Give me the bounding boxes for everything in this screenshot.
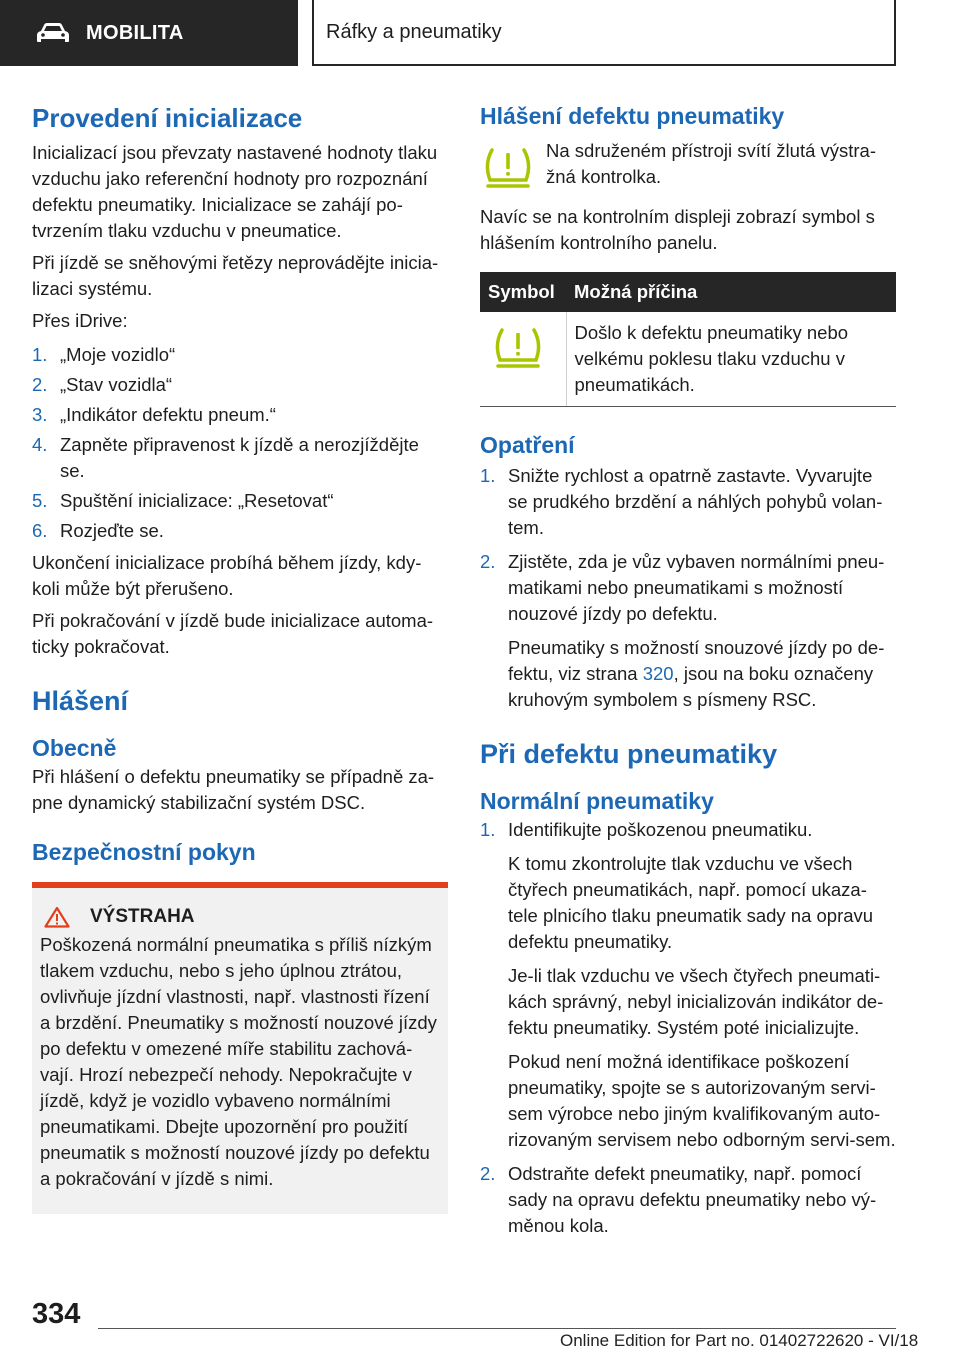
pri-defektu-heading: Při defektu pneumatiky (480, 739, 778, 769)
obecne-heading: Obecně (32, 735, 117, 761)
init-paragraph-3: Přes iDrive: (32, 310, 128, 331)
table-header-cause: Možná příčina (566, 272, 896, 312)
tire-pressure-warning-icon (480, 144, 536, 190)
car-icon (36, 22, 70, 44)
list-item: 6. Rozjeďte se. (32, 520, 164, 541)
footer-edition: Online Edition for Part no. 01402722620 - VI/18 (560, 1331, 919, 1350)
chapter-title: Ráfky a pneumatiky (312, 0, 896, 66)
init-paragraph-2: Při jízdě se sněhovými řetězy neprovádějte inicia-lizaci systému. (32, 252, 439, 299)
measures-sub-paragraph: Pneumatiky s možností snouzové jízdy po de-fektu, viz strana 320, jsou na boku označeny kruhovým symbolem s písmeny RSC. (508, 637, 885, 710)
lamp-text: Na sdruženém přístroji svítí žlutá výstra-žná kontrolka. (546, 140, 877, 187)
list-item: 5. Spuštění inicializace: „Resetovat“ (32, 490, 334, 511)
init-steps (32, 342, 448, 544)
table-row (480, 312, 896, 407)
list-item: 1. „Moje vozidlo“ (32, 344, 176, 365)
left-column (32, 100, 448, 1214)
table-header-symbol: Symbol (480, 272, 566, 312)
obecne-paragraph: Při hlášení o defektu pneumatiky se případně za-pne dynamický stabilizační systém DSC. (32, 766, 435, 813)
table-cell-cause: Došlo k defektu pneumatiky nebo velkému poklesu tlaku vzduchu v pneumatikách. (566, 312, 896, 407)
page-link[interactable]: 320 (642, 663, 674, 684)
init-paragraph-1: Inicializací jsou převzaty nastavené hodnoty tlaku vzduchu jako referenční hodnoty pro rozpoznání defektu pneumatiky. Inicializace se zahájí po-tvrzením tlaku vzduchu v pneumatice. (32, 142, 438, 241)
right-column (480, 100, 896, 1239)
defect-heading: Hlášení defektu pneumatiky (480, 103, 785, 129)
list-item: 2. Odstraňte defekt pneumatiky, např. pomocí sady na opravu defektu pneumatiky nebo vý-měnou kola. (480, 1163, 877, 1236)
symbol-table (480, 272, 896, 407)
section-title: MOBILITA (86, 21, 184, 44)
normalni-heading: Normální pneumatiky (480, 788, 714, 814)
list-item: 1. Snižte rychlost a opatrně zastavte. Vyvarujte se prudkého brzdění a náhlých pohybů volan-tem. (480, 465, 883, 538)
lamp-block (480, 138, 896, 190)
warning-triangle-icon (44, 906, 70, 928)
list-item: 2. Zjistěte, zda je vůz vybaven normálními pneu-matikami nebo pneumatikami s možností nouzové jízdy po defektu. Pneumatiky s možností snouzové jízdy po de-fektu, viz strana 320, jsou na boku označeny kruhovým symbolem s písmeny RSC. (480, 549, 896, 713)
hlaseni-heading: Hlášení (32, 686, 129, 716)
warning-box (32, 882, 448, 1214)
warning-text: Poškozená normální pneumatika s příliš nízkým tlakem vzduchu, nebo s jeho úplnou ztrátou, ovlivňuje jízdní vlastnosti, např. vlastnosti řízení a brzdění. Pneumatiky s možností nouzové jízdy po defektu v omezené míře stabilitu zachová-vají. Hrozí nebezpečí nehody. Nepokračujte v jízdě, když je vozidlo vybaveno normálními pneumatikami. Dbejte upozornění pro použití pneumatik s možností nouzové jízdy po defektu a pokračování v jízdě s nimi. (40, 934, 437, 1189)
normal-sub-3: Pokud není možná identifikace poškození pneumatiky, spojte se s autorizovaným servi-sem výrobce nebo jiným kvalifikovaným auto-rizovaným servisem nebo odborným servi-sem. (508, 1051, 896, 1150)
normal-steps (480, 817, 896, 1239)
list-item: 3. „Indikátor defektu pneum.“ (32, 404, 276, 425)
defect-paragraph: Navíc se na kontrolním displeji zobrazí symbol s hlášením kontrolního panelu. (480, 206, 875, 253)
page-header (0, 0, 960, 66)
warning-title: VÝSTRAHA (90, 906, 195, 927)
init-paragraph-5: Při pokračování v jízdě bude inicializace automa-ticky pokračovat. (32, 610, 434, 657)
measures-list (480, 463, 896, 713)
normal-sub-2: Je-li tlak vzduchu ve všech čtyřech pneumati-kách správný, nebyl inicializován indikátor de-fektu pneumatiky. Systém poté inicializujte. (508, 965, 884, 1038)
footer-divider (98, 1328, 896, 1329)
section-tab (0, 0, 298, 66)
safety-heading: Bezpečnostní pokyn (32, 839, 256, 865)
normal-sub-1: K tomu zkontrolujte tlak vzduchu ve všech čtyřech pneumatikách, např. pomocí ukaza-tele plnicího tlaku pneumatik sady na opravu defektu pneumatiky. (508, 853, 874, 952)
tire-pressure-icon (490, 324, 546, 370)
page-number: 334 (32, 1298, 81, 1330)
list-item: 1. Identifikujte poškozenou pneumatiku. K tomu zkontrolujte tlak vzduchu ve všech čtyřech pneumatikách, např. pomocí ukaza-tele plnicího tlaku pneumatik sady na opravu defektu pneumatiky. Je-li tlak vzduchu ve všech čtyřech pneumati-kách správný, nebyl inicializován indikátor de-fektu pneumatiky. Systém poté inicializujte. Pokud není možná identifikace poškození pneumatiky, spojte se s autorizovaným servi-sem výrobce nebo jiným kvalifikovaným auto-rizovaným servisem nebo odborným servi-sem. (480, 817, 896, 1153)
init-paragraph-4: Ukončení inicializace probíhá během jízdy, kdy-koli může být přerušeno. (32, 552, 422, 599)
measures-heading: Opatření (480, 432, 575, 458)
list-item: 2. „Stav vozidla“ (32, 374, 173, 395)
list-item: 4. Zapněte připravenost k jízdě a nerozjíždějte se. (32, 434, 419, 481)
init-heading: Provedení inicializace (32, 103, 303, 133)
